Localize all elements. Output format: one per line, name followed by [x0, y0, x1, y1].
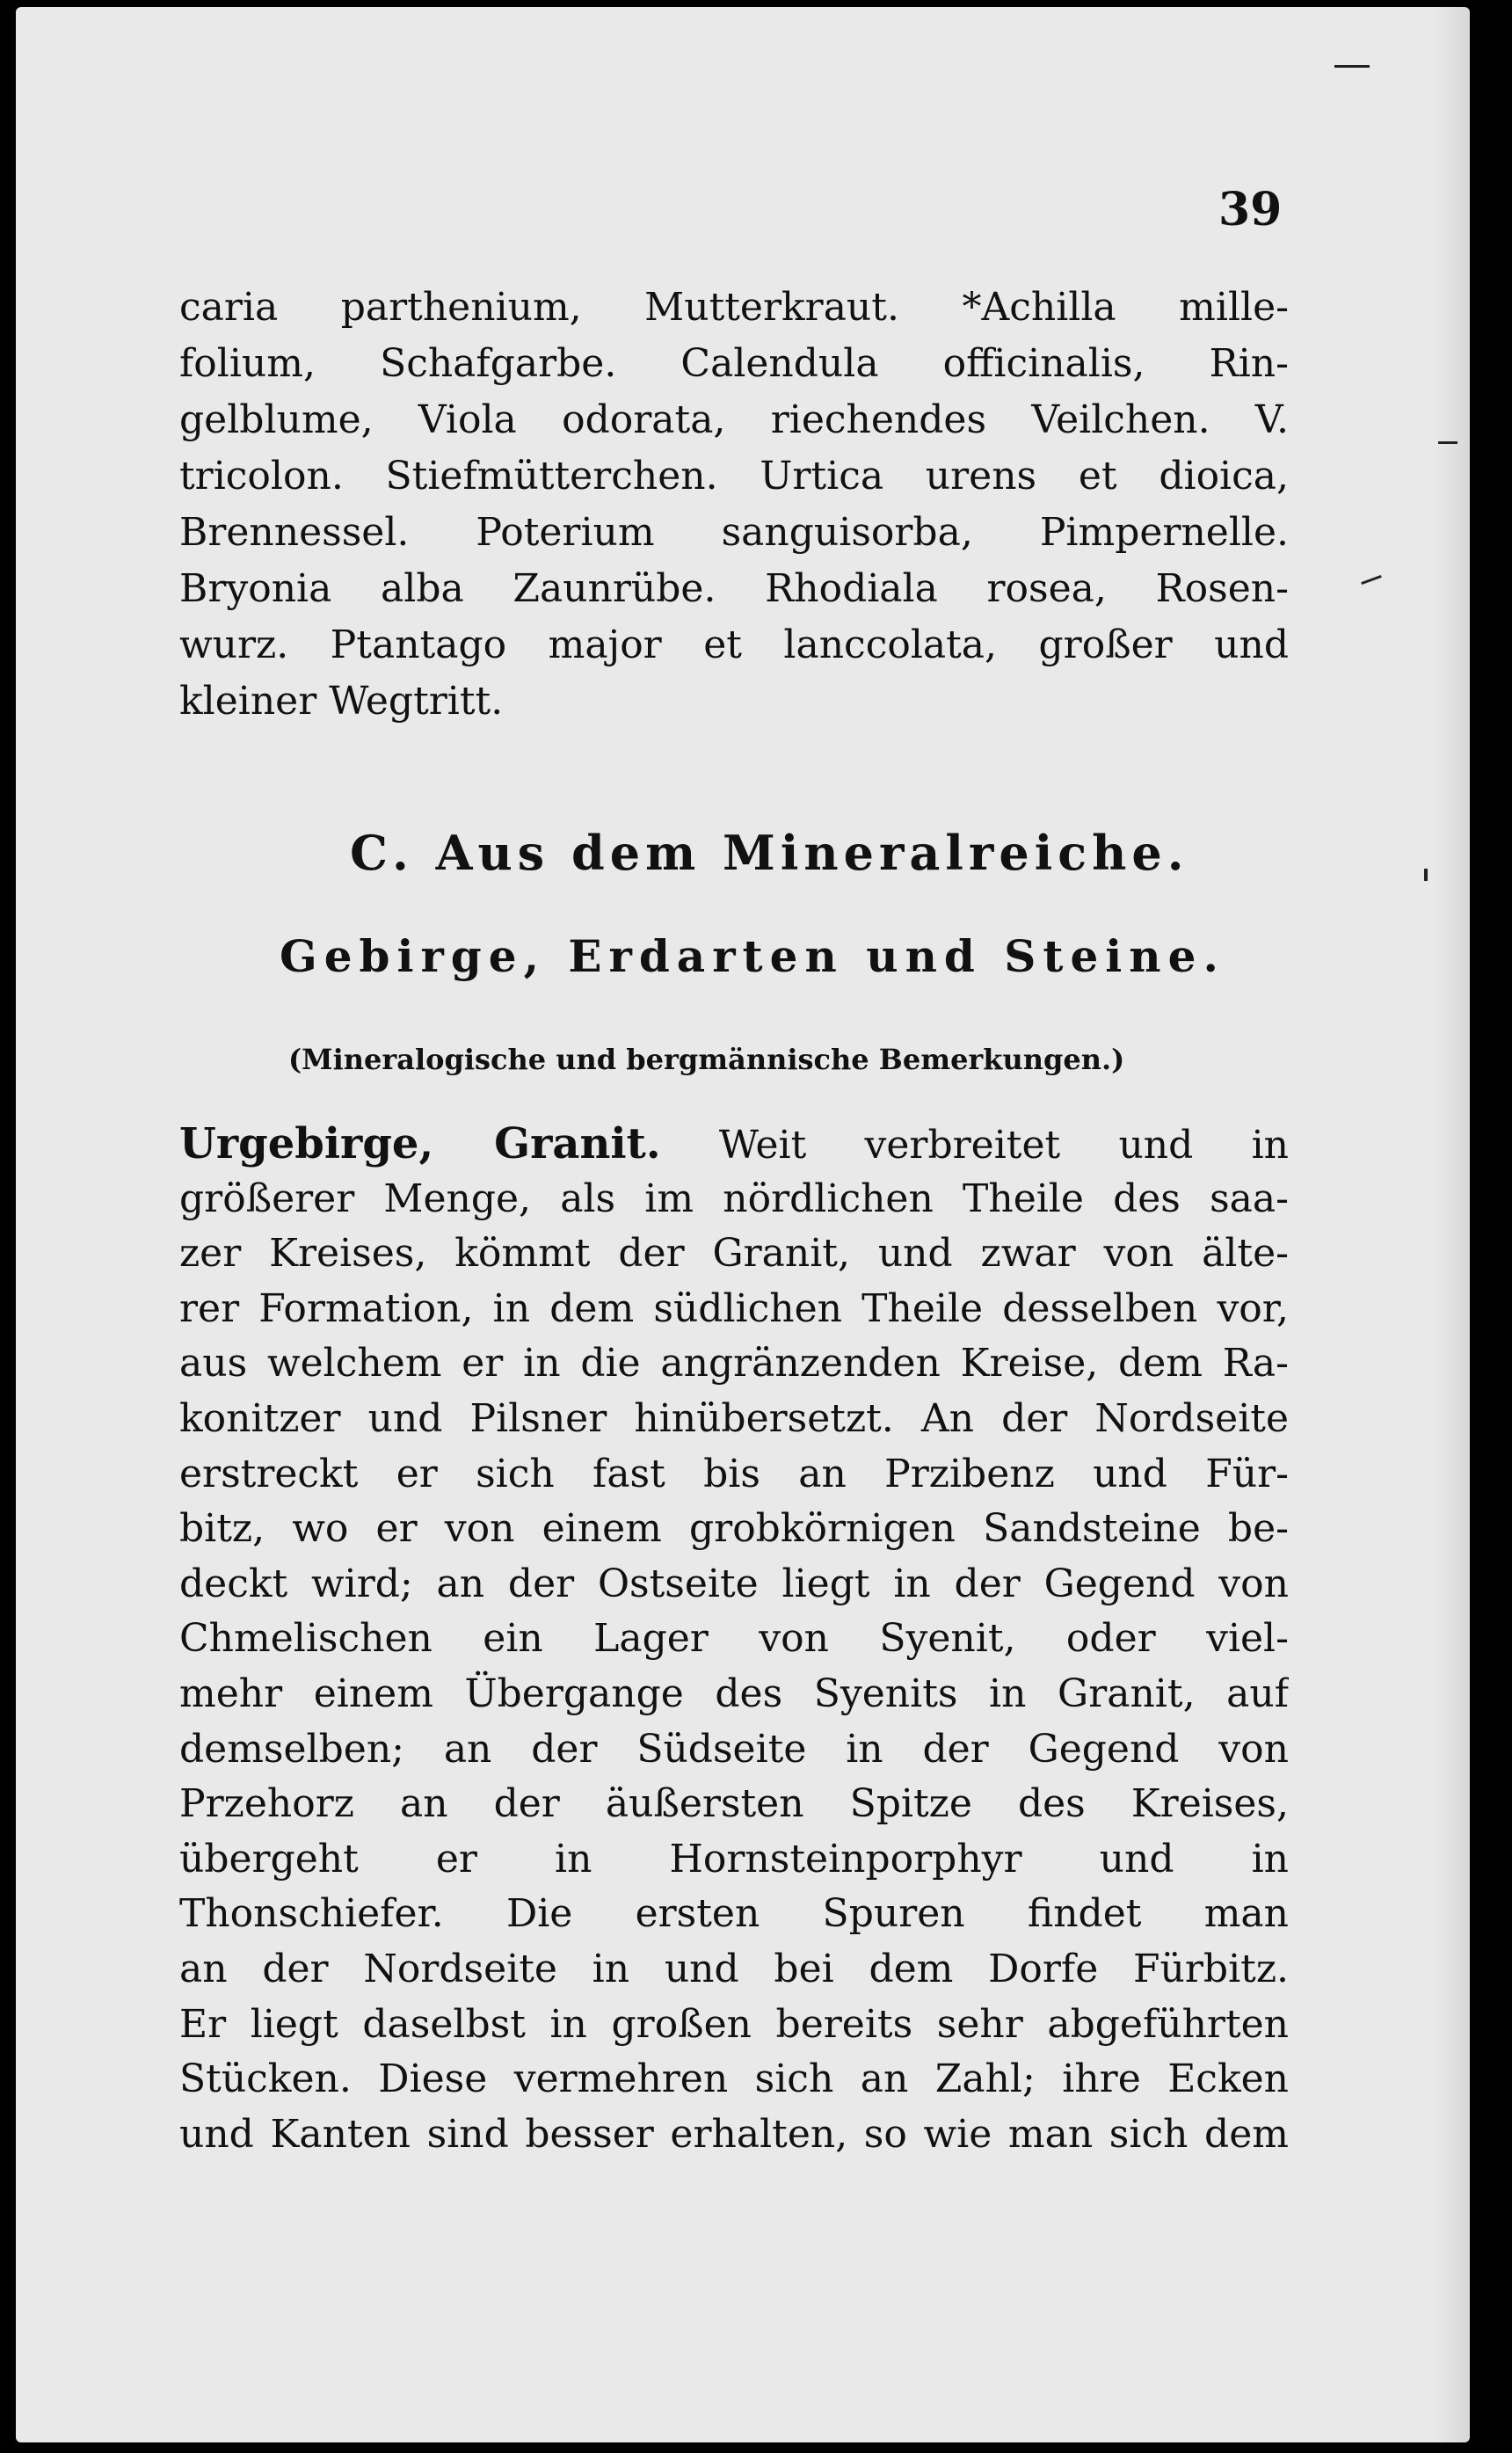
text-line: Brennessel. Poterium sanguisorba, Pimpernelle. — [179, 510, 1289, 555]
text-line: gelblume, Viola odorata, riechendes Veilchen. V. — [179, 397, 1289, 442]
paragraph-first-line — [179, 1117, 1289, 1172]
book-page — [16, 7, 1470, 2442]
text-line: Przehorz an der äußersten Spitze des Kreises, — [179, 1781, 1289, 1827]
text-line: Thonschiefer. Die ersten Spuren findet man — [179, 1891, 1289, 1937]
text-line: zer Kreises, kömmt der Granit, und zwar von älte- — [179, 1231, 1289, 1277]
paragraph-first-line-rest: Weit verbreitet und in — [718, 1123, 1289, 1168]
text-line: Stücken. Diese vermehren sich an Zahl; ihre Ecken — [179, 2056, 1289, 2102]
scan-dash-mark — [1334, 65, 1370, 68]
page-number: 39 — [1218, 183, 1283, 237]
text-line: konitzer und Pilsner hinübersetzt. An der Nordseite — [179, 1395, 1289, 1441]
page-edge-shadow — [1435, 7, 1470, 2442]
text-line: Er liegt daselbst in großen bereits sehr abgeführten — [179, 2001, 1289, 2047]
text-line: übergeht er in Hornsteinporphyr und in — [179, 1836, 1289, 1882]
text-line: erstreckt er sich fast bis an Przibenz und Für- — [179, 1451, 1289, 1496]
scan-dash-mark — [1438, 441, 1457, 444]
text-line: wurz. Ptantago major et lanccolata, großer und — [179, 622, 1289, 667]
text-line: Chmelischen ein Lager von Syenit, oder viel- — [179, 1616, 1289, 1662]
section-heading: C. Aus dem Mineralreiche. — [350, 825, 1189, 881]
scan-dot-mark — [1424, 869, 1428, 881]
text-line: aus welchem er in die angränzenden Kreise, dem Ra- — [179, 1341, 1289, 1387]
text-line: an der Nordseite in und bei dem Dorfe Fürbitz. — [179, 1946, 1289, 1991]
paragraph-lead: Urgebirge, Granit. — [179, 1119, 661, 1168]
text-line: bitz, wo er von einem grobkörnigen Sandsteine be- — [179, 1506, 1289, 1552]
text-line: mehr einem Übergange des Syenits in Granit, auf — [179, 1671, 1289, 1716]
text-line: caria parthenium, Mutterkraut. *Achilla mille- — [179, 285, 1289, 330]
text-line: und Kanten sind besser erhalten, so wie man sich dem — [179, 2111, 1289, 2157]
text-line: Bryonia alba Zaunrübe. Rhodiala rosea, Rosen- — [179, 566, 1289, 611]
scan-dash-mark — [1361, 575, 1382, 585]
text-line: deckt wird; an der Ostseite liegt in der Gegend von — [179, 1561, 1289, 1606]
text-line: folium, Schafgarbe. Calendula officinalis, Rin- — [179, 341, 1289, 386]
text-line: kleiner Wegtritt. — [179, 679, 504, 724]
section-subheading: Gebirge, Erdarten und Steine. — [280, 930, 1225, 982]
text-line: tricolon. Stiefmütterchen. Urtica urens et dioica, — [179, 454, 1289, 499]
text-line: größerer Menge, als im nördlichen Theile des saa- — [179, 1176, 1289, 1221]
botany-text-block — [179, 280, 1289, 730]
text-line: demselben; an der Südseite in der Gegend von — [179, 1726, 1289, 1772]
granite-paragraph — [179, 1117, 1289, 2162]
text-line: rer Formation, in dem südlichen Theile desselben vor, — [179, 1285, 1289, 1331]
section-note: (Mineralogische und bergmännische Bemerkungen.) — [288, 1043, 1125, 1076]
